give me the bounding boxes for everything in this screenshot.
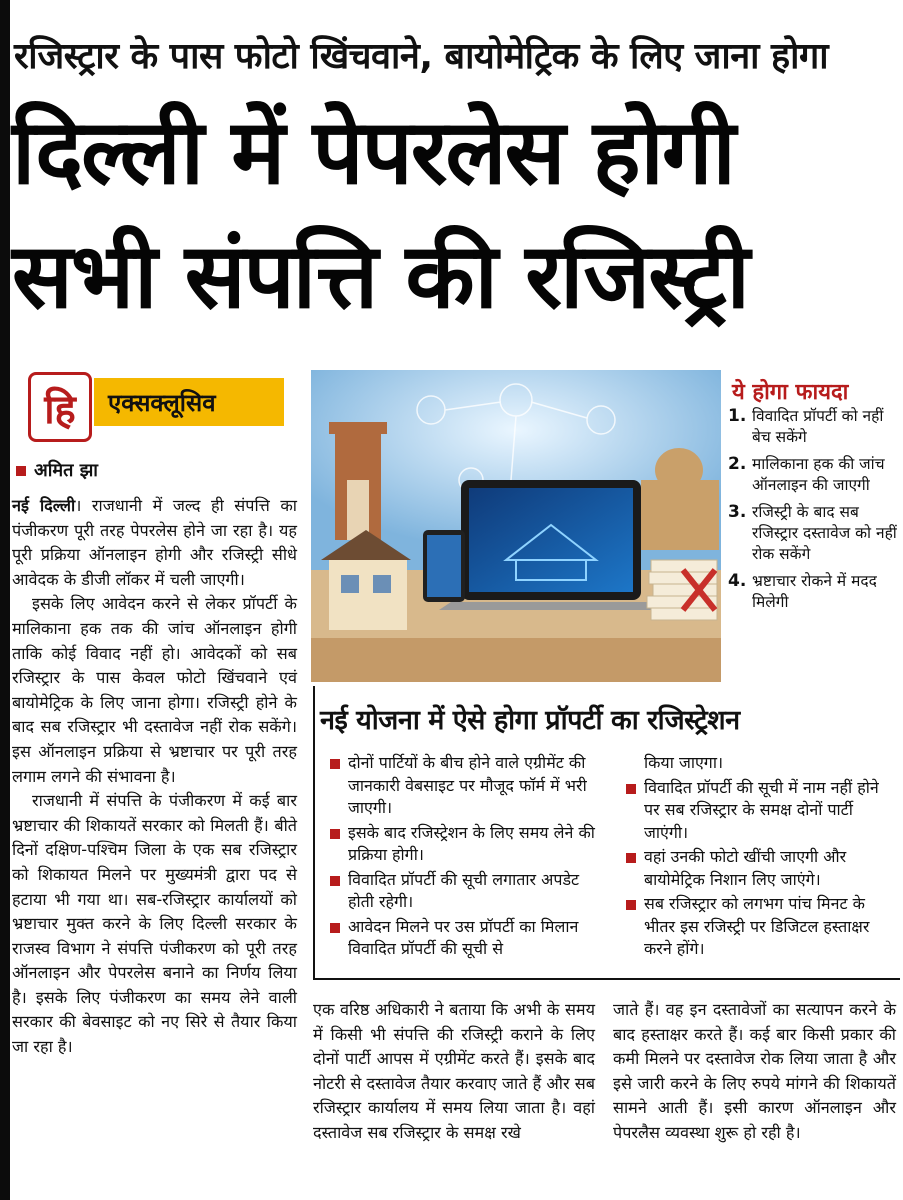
- item-text: रजिस्ट्री के बाद सब रजिस्ट्रार दस्तावेज को नहीं रोक सकेंगे: [752, 503, 897, 563]
- laptop-icon: [439, 480, 663, 610]
- item-text: किया जाएगा।: [644, 753, 724, 772]
- list-item: [326, 869, 596, 914]
- dateline: नई दिल्ली: [12, 496, 76, 515]
- bullet-square-icon: [330, 876, 340, 886]
- list-item: [728, 454, 898, 496]
- item-text: सब रजिस्ट्रार को लगभग पांच मिनट के भीतर इस रजिस्ट्री पर डिजिटल हस्ताक्षर करने होंगे।: [644, 894, 870, 958]
- exclusive-tag: एक्सक्लूसिव: [94, 378, 284, 426]
- article-paragraph: [12, 494, 297, 592]
- item-text: आवेदन मिलने पर उस प्रॉपर्टी का मिलान विवादित प्रॉपर्टी की सूची से: [348, 916, 579, 958]
- article-column-2: एक वरिष्ठ अधिकारी ने बताया कि अभी के समय में किसी भी संपत्ति की रजिस्ट्री कराने के लिए दोनों पार्टी आपस में एग्रीमेंट करते हैं। इसके बाद नोटरी से दस्तावेज तैयार करवाए जाते हैं और सब रजिस्ट्रार कार्यालय में समय लिया जाता है। वहां दस्तावेज सब रजिस्ट्रार के समक्ष रखे: [313, 1000, 595, 1142]
- article-paragraph: इसके लिए आवेदन करने से लेकर प्रॉपर्टी के मालिकाना हक तक की जांच ऑनलाइन होगी ताकि कोई विवाद नहीं हो। आवेदकों को सब रजिस्ट्रार के पास केवल फोटो खिंचवाने एवं बायोमेट्रिक के लिए जाना होगा। रजिस्ट्री होने के बाद सब रजिस्ट्रार भी दस्तावेज नहीं रोक सकेंगे। इस ऑनलाइन प्रक्रिया से भ्रष्टाचार पर पूरी तरह लगाम लगने की संभावना है।: [12, 594, 297, 786]
- main-headline-line-1: दिल्ली में पेपरलेस होगी: [12, 100, 734, 205]
- list-item: [326, 916, 596, 961]
- list-item: [622, 846, 894, 891]
- article-illustration: [311, 370, 721, 682]
- author-name: अमित झा: [34, 460, 98, 481]
- item-number: 2.: [728, 454, 747, 474]
- bullet-square-icon: [626, 853, 636, 863]
- bullet-square-icon: [626, 784, 636, 794]
- list-item: [622, 777, 894, 845]
- tablet-icon: [423, 530, 465, 602]
- article-paragraph: राजधानी में संपत्ति के पंजीकरण में कई बार भ्रष्टाचार की शिकायतें सरकार को मिलती हैं। बीते दिनों दक्षिण-पश्चिम जिला के एक सब रजिस्ट्रार को शिकायत मिलने पर मुख्यमंत्री द्वारा पद से हटाया भी गया था। सब-रजिस्ट्रार कार्यालयों को भ्रष्टाचार मुक्त करने के लिए दिल्ली सरकार के राजस्व विभाग ने संपत्ति पंजीकरण को पूरी तरह ऑनलाइन और पेपरलेस बनाने का निर्णय लिया है। इसके लिए पंजीकरण का समय लेने वाली सरकार की बेवसाइट को नए सिरे से तैयार किया जा रहा है।: [12, 791, 297, 1057]
- item-number: 1.: [728, 406, 747, 426]
- item-text: दोनों पार्टियों के बीच होने वाले एग्रीमेंट की जानकारी वेबसाइट पर मौजूद फॉर्म में भरी जाएगी।: [348, 753, 587, 817]
- item-number: 4.: [728, 571, 747, 591]
- list-item: [728, 406, 898, 448]
- item-text: भ्रष्टाचार रोकने में मदद मिलेगी: [752, 572, 877, 611]
- item-text: इसके बाद रजिस्ट्रेशन के लिए समय लेने की प्रक्रिया होगी।: [348, 822, 595, 864]
- paragraph-text: । राजधानी में जल्द ही संपत्ति का पंजीकरण पूरी तरह पेपरलेस होने जा रहा है। यह पूरी प्रक्रिया ऑनलाइन होगी और रजिस्ट्री सीधे आवेदक के डीजी लॉकर में चली जाएगी।: [12, 496, 297, 589]
- bullet-square-icon: [330, 923, 340, 933]
- main-headline-line-2: सभी संपत्ति की रजिस्ट्री: [12, 224, 748, 329]
- article-column-1: [12, 494, 297, 1060]
- paper-stack-icon: [647, 560, 717, 620]
- page-edge-bar: [0, 0, 10, 1200]
- bullet-square-icon: [16, 466, 26, 476]
- list-item: [326, 822, 596, 867]
- benefits-list: [728, 406, 898, 619]
- author-byline: [16, 458, 98, 482]
- list-item: [326, 752, 596, 820]
- item-text: विवादित प्रॉपर्टी की सूची लगातार अपडेट होती रहेगी।: [348, 869, 580, 911]
- bullet-square-icon: [626, 900, 636, 910]
- list-item-continued: [622, 752, 894, 775]
- item-text: विवादित प्रॉपर्टी को नहीं बेच सकेंगे: [752, 407, 884, 446]
- article-column-3: जाते हैं। वह इन दस्तावेजों का सत्यापन करने के बाद हस्ताक्षर करते हैं। कई बार किसी प्रकार की कमी मिलने पर दस्तावेज रोक लिया जाता है और इसे जारी करने के लिए रुपये मांगने की शिकायतें सामने आती हैं। इसी कारण ऑनलाइन और पेपरलैस व्यवस्था शुरू हो रही है।: [613, 1000, 896, 1142]
- item-number: 3.: [728, 502, 747, 522]
- hindustan-logo-icon: हि: [28, 372, 92, 442]
- bullet-square-icon: [330, 829, 340, 839]
- list-item: [622, 893, 894, 961]
- process-steps-right: [622, 752, 894, 963]
- benefits-heading: ये होगा फायदा: [732, 380, 849, 405]
- list-item: [728, 571, 898, 613]
- india-gate-icon: [329, 422, 387, 540]
- item-text: वहां उनकी फोटो खींची जाएगी और बायोमेट्रिक निशान लिए जाएंगे।: [644, 847, 847, 889]
- process-steps-left: [326, 752, 596, 963]
- item-text: विवादित प्रॉपर्टी की सूची में नाम नहीं होने पर सब रजिस्ट्रार के समक्ष दोनों पार्टी जाएंगी।: [644, 777, 879, 842]
- illustration-graphic: [311, 370, 721, 682]
- kicker-headline: रजिस्ट्रार के पास फोटो खिंचवाने, बायोमेट्रिक के लिए जाना होगा: [14, 36, 829, 77]
- list-item: [728, 502, 898, 565]
- process-box-title: नई योजना में ऐसे होगा प्रॉपर्टी का रजिस्ट्रेशन: [320, 705, 740, 736]
- item-text: मालिकाना हक की जांच ऑनलाइन की जाएगी: [752, 455, 885, 494]
- bullet-square-icon: [330, 759, 340, 769]
